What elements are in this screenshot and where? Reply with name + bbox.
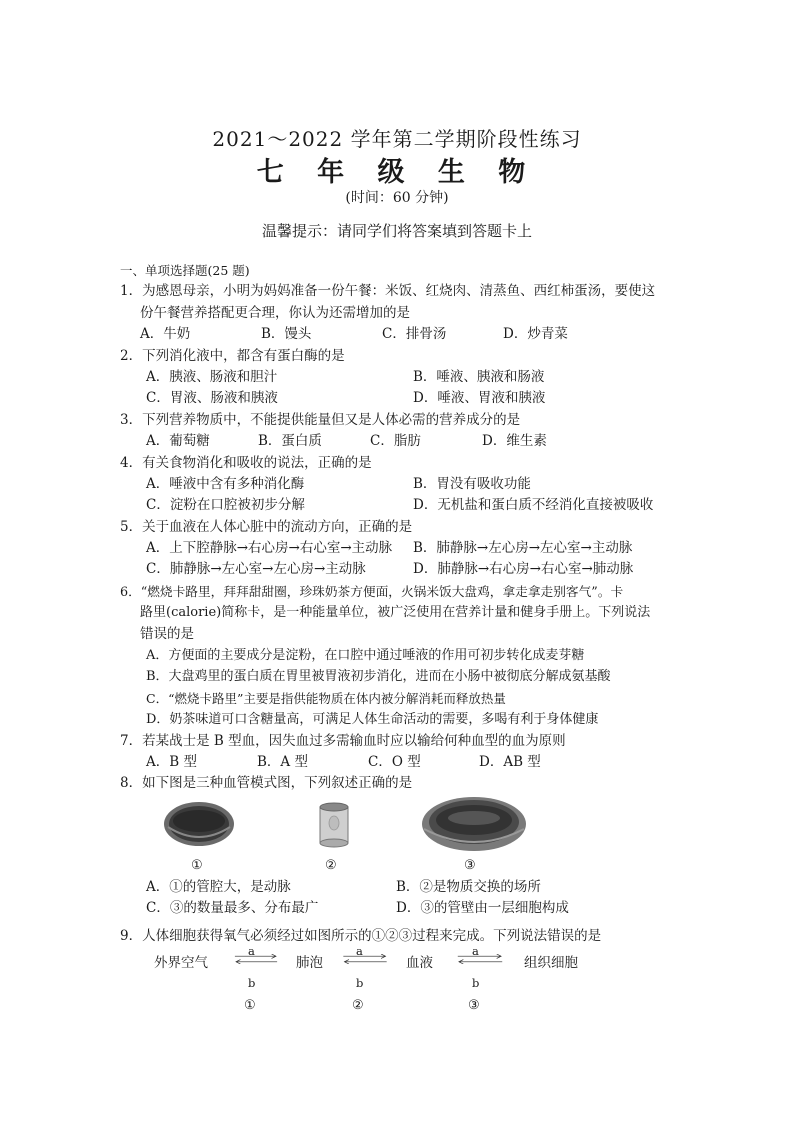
node-outside-air: 外界空气 bbox=[154, 954, 208, 971]
question-4-stem: 4．有关食物消化和吸收的说法，正确的是 bbox=[120, 454, 372, 471]
option-d: D．肺静脉→右心房→右心室→肺动脉 bbox=[413, 561, 634, 578]
double-arrow-1 bbox=[218, 954, 294, 964]
arrow-2-label-a: a bbox=[356, 943, 363, 958]
arrow-1-label-a: a bbox=[248, 943, 255, 958]
option-d: D．AB 型 bbox=[479, 753, 541, 770]
option-c: C．肺静脉→左心室→左心房→主动脉 bbox=[146, 561, 366, 578]
option-d: D．③的管壁由一层细胞构成 bbox=[396, 900, 569, 917]
option-c: C．③的数量最多、分布最广 bbox=[146, 900, 319, 917]
option-c: C．O 型 bbox=[368, 753, 421, 770]
option-a: A．葡萄糖 bbox=[146, 433, 210, 450]
arrow-3-label-b: b bbox=[472, 975, 480, 990]
question-7-options bbox=[120, 752, 680, 773]
exam-subject: 七 年 级 生 物 bbox=[256, 157, 538, 188]
option-a: A．唾液中含有多种消化酶 bbox=[146, 475, 305, 492]
option-c: C．脂肪 bbox=[370, 433, 421, 450]
question-5-options-row-1 bbox=[120, 538, 680, 559]
question-7-stem: 7．若某战士是 B 型血，因失血过多需输血时应以输给何种血型的血为原则 bbox=[120, 732, 566, 749]
arrow-2-label-b: b bbox=[356, 975, 364, 990]
node-blood: 血液 bbox=[406, 954, 433, 971]
blood-vessel-figure bbox=[120, 795, 680, 877]
arrow-3-label-a: a bbox=[472, 943, 479, 958]
node-alveoli: 肺泡 bbox=[296, 954, 323, 971]
option-a: A．B 型 bbox=[146, 753, 197, 770]
question-1-stem-line-1: 1．为感恩母亲，小明为妈妈准备一份午餐：米饭、红烧肉、清蒸鱼、西红柿蛋汤，要使这 bbox=[120, 283, 656, 300]
option-d: D．炒青菜 bbox=[503, 326, 568, 343]
option-b: B．蛋白质 bbox=[258, 433, 322, 450]
vessel-3-illustration bbox=[420, 795, 528, 853]
option-a: A．牛奶 bbox=[140, 326, 191, 343]
option-b: B．②是物质交换的场所 bbox=[396, 878, 541, 895]
option-a: A．①的管腔大，是动脉 bbox=[146, 878, 291, 895]
section-heading: 一、单项选择题(25 题) bbox=[120, 263, 250, 278]
question-6-option-d: D．奶茶味道可口含糖量高，可满足人体生命活动的需要，多喝有利于身体健康 bbox=[146, 712, 599, 728]
question-6-option-c: C．“燃烧卡路里”主要是指供能物质在体内被分解消耗而释放热量 bbox=[146, 690, 506, 706]
vessel-1-label: ① bbox=[191, 857, 203, 873]
option-c: C．胃液、肠液和胰液 bbox=[146, 390, 278, 407]
double-arrow-2 bbox=[326, 954, 404, 964]
question-5-options-row-2 bbox=[120, 559, 680, 580]
step-2-label: ② bbox=[352, 997, 364, 1013]
question-8-stem: 8．如下图是三种血管模式图，下列叙述正确的是 bbox=[120, 775, 413, 792]
question-1-stem-line-2: 份午餐营养搭配更合理，你认为还需增加的是 bbox=[140, 304, 410, 321]
question-8-options-row-2 bbox=[120, 898, 680, 919]
question-1-options bbox=[120, 324, 680, 345]
option-c: C．淀粉在口腔被初步分解 bbox=[146, 497, 305, 514]
question-3-stem: 3．下列营养物质中，不能提供能量但又是人体必需的营养成分的是 bbox=[120, 411, 521, 428]
exam-tip: 温馨提示：请同学们将答案填到答题卡上 bbox=[261, 222, 532, 240]
option-b: B．肺静脉→左心房→左心室→主动脉 bbox=[413, 540, 633, 557]
question-8-options-row-1 bbox=[120, 877, 680, 898]
question-6-stem-line-2: 路里(calorie)简称卡，是一种能量单位，被广泛使用在营养计量和健身手册上。下列说法 bbox=[140, 605, 651, 621]
step-1-label: ① bbox=[244, 997, 256, 1013]
exam-duration: (时间：60 分钟) bbox=[345, 190, 449, 206]
option-d: D．唾液、胃液和胰液 bbox=[413, 390, 546, 407]
question-2-options-row-1 bbox=[120, 367, 680, 388]
option-b: B．馒头 bbox=[261, 326, 312, 343]
question-6-stem-line-1: 6．“燃烧卡路里，拜拜甜甜圈，珍珠奶茶方便面，火锅米饭大盘鸡，拿走拿走别客气”。卡 bbox=[120, 583, 624, 599]
question-2-options-row-2 bbox=[120, 388, 680, 409]
option-b: B．唾液、胰液和肠液 bbox=[413, 368, 545, 385]
question-4-options-row-2 bbox=[120, 495, 680, 516]
oxygen-pathway-diagram bbox=[120, 943, 680, 1015]
question-list bbox=[120, 260, 680, 1015]
question-3-options bbox=[120, 431, 680, 452]
question-5-stem: 5．关于血液在人体心脏中的流动方向，正确的是 bbox=[120, 518, 413, 535]
option-b: B．胃没有吸收功能 bbox=[413, 475, 531, 492]
double-arrow-3 bbox=[440, 954, 520, 964]
vessel-1-illustration bbox=[162, 799, 236, 849]
node-tissue-cells: 组织细胞 bbox=[524, 954, 578, 971]
vessel-2-label: ② bbox=[325, 857, 337, 873]
option-d: D．维生素 bbox=[482, 433, 547, 450]
question-6-stem-line-3: 错误的是 bbox=[140, 625, 194, 642]
exam-title: 2021～2022 学年第二学期阶段性练习 bbox=[212, 127, 582, 151]
question-2-stem: 2．下列消化液中，都含有蛋白酶的是 bbox=[120, 347, 345, 364]
question-9-stem: 9．人体细胞获得氧气必须经过如图所示的①②③过程来完成。下列说法错误的是 bbox=[120, 927, 602, 944]
option-a: A．胰液、肠液和胆汁 bbox=[146, 368, 278, 385]
option-c: C．排骨汤 bbox=[382, 326, 447, 343]
option-b: B．A 型 bbox=[257, 753, 308, 770]
step-3-label: ③ bbox=[468, 997, 480, 1013]
option-a: A．上下腔静脉→右心房→右心室→主动脉 bbox=[146, 540, 393, 557]
question-6-option-a: A．方便面的主要成分是淀粉，在口腔中通过唾液的作用可初步转化成麦芽糖 bbox=[146, 648, 585, 664]
vessel-3-label: ③ bbox=[464, 857, 476, 873]
arrow-1-label-b: b bbox=[248, 975, 256, 990]
vessel-2-illustration bbox=[316, 801, 352, 849]
question-6-option-b: B．大盘鸡里的蛋白质在胃里被胃液初步消化，进而在小肠中被彻底分解成氨基酸 bbox=[146, 669, 611, 685]
question-4-options-row-1 bbox=[120, 474, 680, 495]
option-d: D．无机盐和蛋白质不经消化直接被吸收 bbox=[413, 497, 654, 514]
